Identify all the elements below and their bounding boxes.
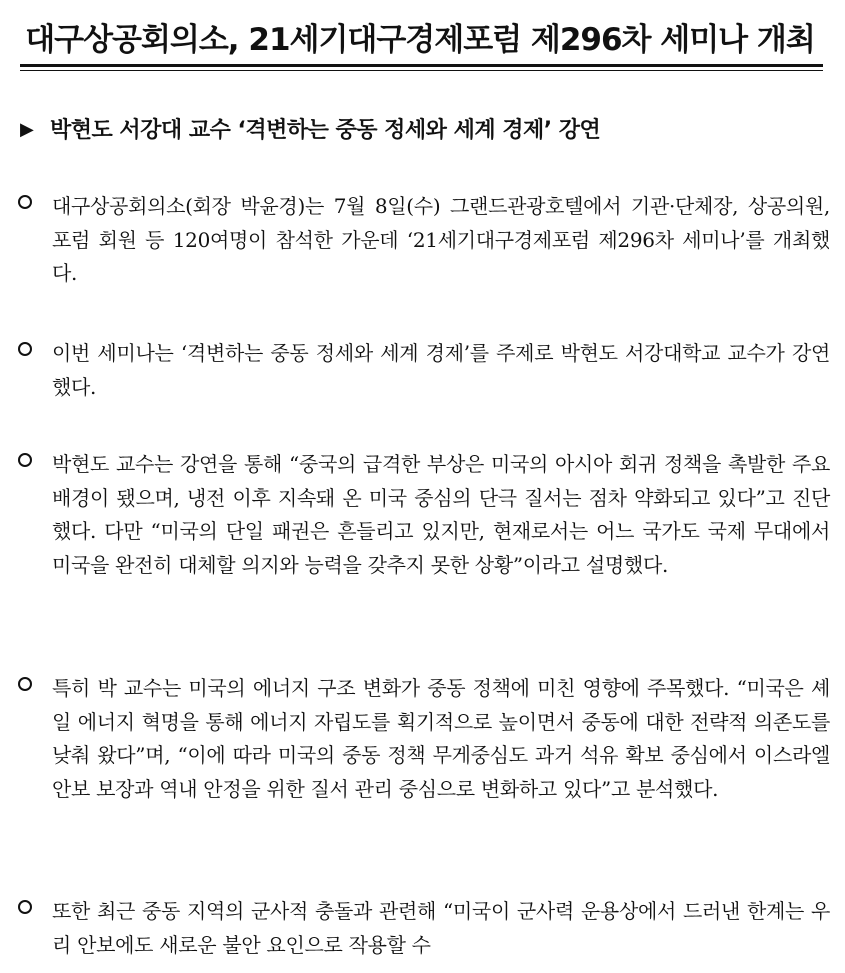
paragraph [18,672,830,806]
paragraph [18,448,830,582]
paragraph-text: 박현도 교수는 강연을 통해 “중국의 급격한 부상은 미국의 아시아 회귀 정책을 촉발한 주요 배경이 됐으며, 냉전 이후 지속돼 온 미국 중심의 단극 질서는 점차 약화되고 있다”고 진단했다. 다만 “미국의 단일 패권은 흔들리고 있지만, 현재로서는 어느 국가도 국제 무대에서 미국을 완전히 대체할 의지와 능력을 갖추지 못한 상황”이라고 설명했다. [52,452,830,577]
subtitle-text: 박현도 서강대 교수 ‘격변하는 중동 정세와 세계 경제’ 강연 [50,118,601,143]
hollow-circle-bullet-icon [18,900,32,914]
paragraph-text: 또한 최근 중동 지역의 군사적 충돌과 관련해 “미국이 군사력 운용상에서 드러낸 한계는 우리 안보에도 새로운 불안 요인으로 작용할 수 [52,899,830,957]
hollow-circle-bullet-icon [18,677,32,691]
paragraph [18,190,830,291]
paragraph [18,895,830,962]
title-divider-thick [20,64,823,67]
subtitle [20,113,600,144]
triangle-right-icon: ▶ [20,119,34,140]
page-title: 대구상공회의소, 21세기대구경제포럼 제296차 세미나 개최 [25,22,815,58]
hollow-circle-bullet-icon [18,342,32,356]
paragraph-text: 특히 박 교수는 미국의 에너지 구조 변화가 중동 정책에 미친 영향에 주목했다. “미국은 셰일 에너지 혁명을 통해 에너지 자립도를 획기적으로 높이면서 중동에 대한 전략적 의존도를 낮춰 왔다”며, “이에 따라 미국의 중동 정책 무게중심도 과거 석유 확보 중심에서 이스라엘 안보 보장과 역내 안정을 위한 질서 관리 중심으로 변화하고 있다”고 분석했다. [52,676,830,801]
paragraph-text: 대구상공회의소(회장 박윤경)는 7월 8일(수) 그랜드관광호텔에서 기관·단체장, 상공의원, 포럼 회원 등 120여명이 참석한 가운데 ‘21세기대구경제포럼 제296차 세미나’를 개최했다. [52,194,830,285]
hollow-circle-bullet-icon [18,195,32,209]
hollow-circle-bullet-icon [18,453,32,467]
paragraph [18,337,830,404]
paragraph-text: 이번 세미나는 ‘격변하는 중동 정세와 세계 경제’를 주제로 박현도 서강대학교 교수가 강연했다. [52,341,830,399]
title-divider-thin [20,70,823,71]
